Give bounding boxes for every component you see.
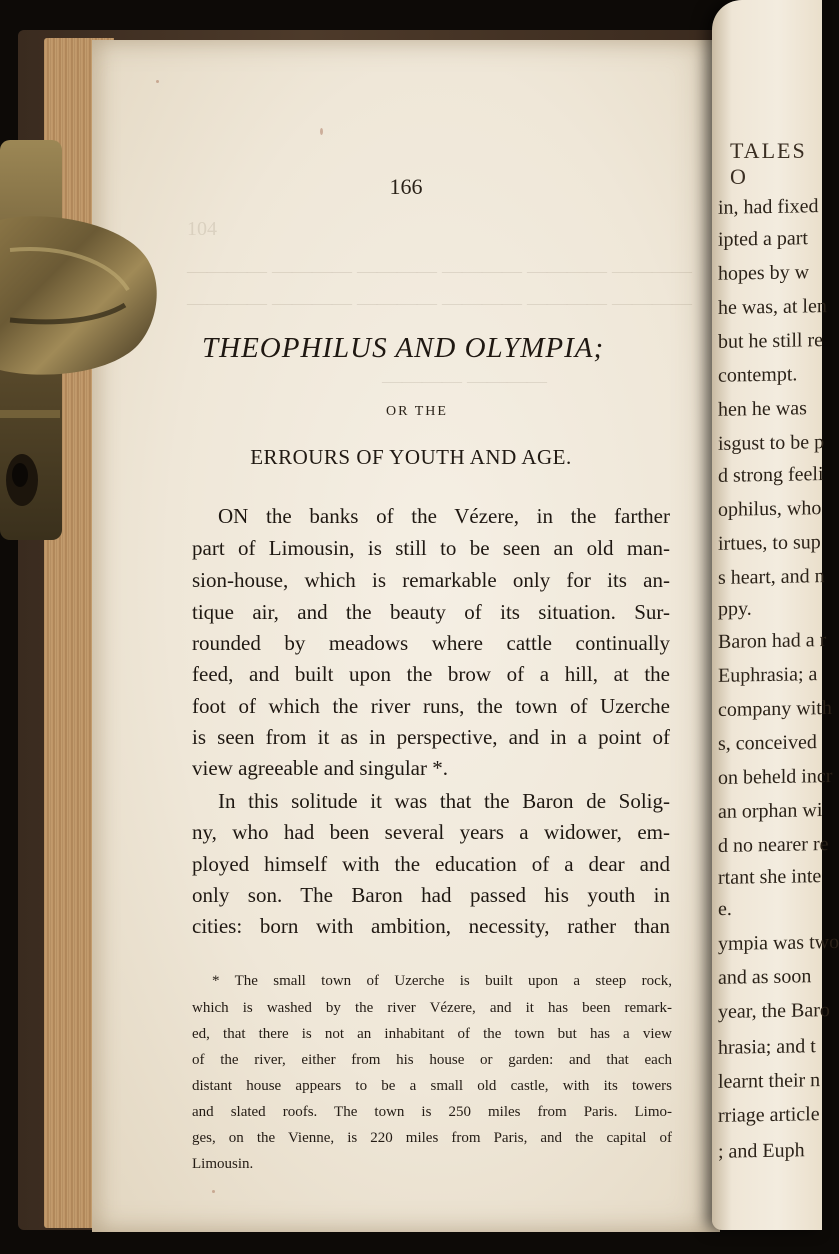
foxing-spot xyxy=(156,80,159,83)
footnote-line: of the river, either from his house or garden: and that each xyxy=(192,1052,672,1068)
body-line: part of Limousin, is still to be seen an old man- xyxy=(192,536,670,560)
foxing-spot xyxy=(320,128,323,135)
facing-page-line: isgust to be p xyxy=(718,431,825,455)
footnote-line: ed, that there is not an inhabitant of the town but has a view xyxy=(192,1026,672,1042)
facing-page-line: in, had fixed xyxy=(718,195,819,219)
brass-clasp-icon xyxy=(0,130,160,550)
body-line: tique air, and the beauty of its situation. Sur- xyxy=(192,600,670,624)
footnote-line: ges, on the Vienne, is 220 miles from Paris, and the capital of xyxy=(192,1130,672,1146)
foxing-spot xyxy=(212,1190,215,1193)
facing-page-line: he was, at len xyxy=(718,295,827,319)
body-line: cities: born with ambition, necessity, rather than xyxy=(192,914,670,938)
facing-page-line: Baron had a r xyxy=(718,629,827,653)
facing-page-line: e. xyxy=(718,897,732,921)
bleed-through-text: 104 xyxy=(187,218,422,240)
facing-page-line: company with xyxy=(718,697,832,721)
body-line: foot of which the river runs, the town of Uzerche xyxy=(192,694,670,718)
bleed-through-text: ———— ———— ———— ———— ———— ———— xyxy=(187,292,692,314)
facing-page-line: ophilus, who xyxy=(718,497,822,521)
facing-page-line: d no nearer re xyxy=(718,833,829,857)
facing-page-line: hopes by w xyxy=(718,261,810,285)
facing-page-line: hen he was xyxy=(718,397,807,421)
chapter-subtitle: ERROURS OF YOUTH AND AGE. xyxy=(250,445,572,469)
body-line: sion-house, which is remarkable only for its an- xyxy=(192,568,670,592)
facing-page-line: s heart, and n xyxy=(718,565,825,589)
facing-page-line: ipted a part xyxy=(718,227,808,251)
book-page xyxy=(92,40,720,1232)
footnote-line: Limousin. xyxy=(192,1156,254,1172)
facing-page-line: contempt. xyxy=(718,363,798,387)
facing-page-line: ppy. xyxy=(718,597,752,621)
title-connector: OR THE xyxy=(386,404,448,419)
body-line: In this solitude it was that the Baron de Solig- xyxy=(218,789,670,813)
facing-page-line: on beheld incr xyxy=(718,765,833,789)
bleed-through-text: ———— ———— ———— ———— ———— ———— xyxy=(187,260,692,282)
facing-page xyxy=(712,0,839,1230)
bleed-through-text: ———— ———— xyxy=(187,370,547,392)
body-line: ON the banks of the Vézere, in the farther xyxy=(218,504,670,528)
body-line: ployed himself with the education of a dear and xyxy=(192,852,670,876)
facing-page-line: and as soon xyxy=(718,965,812,989)
footnote-line: and slated roofs. The town is 250 miles from Paris. Limo- xyxy=(192,1104,672,1120)
facing-page-line: learnt their n xyxy=(718,1069,821,1093)
chapter-title: THEOPHILUS AND OLYMPIA; xyxy=(202,332,605,364)
body-line: only son. The Baron had passed his youth in xyxy=(192,883,670,907)
facing-page-line: but he still re xyxy=(718,329,823,353)
facing-page-line: irtues, to sup xyxy=(718,531,821,555)
footnote-line: * The small town of Uzerche is built upon a steep rock, xyxy=(212,973,672,989)
facing-page-line: s, conceived xyxy=(718,731,817,755)
facing-page-header: TALES O xyxy=(730,138,807,189)
facing-page-line: year, the Baro xyxy=(718,999,830,1023)
page-number: 166 xyxy=(389,174,423,199)
facing-page-line: hrasia; and t xyxy=(718,1035,816,1059)
footnote-line: which is washed by the river Vézere, and it has been remark- xyxy=(192,1000,672,1016)
facing-page-line: d strong feeli xyxy=(718,463,824,487)
facing-page-line: ympia was two xyxy=(718,930,839,956)
facing-page-line: ; and Euph xyxy=(718,1139,805,1163)
body-line: ny, who had been several years a widower, em- xyxy=(192,820,670,844)
facing-page-line: an orphan wi xyxy=(718,799,823,823)
body-line: is seen from it as in perspective, and in a point of xyxy=(192,725,670,749)
body-line: rounded by meadows where cattle continually xyxy=(192,631,670,655)
facing-page-line: rriage article xyxy=(718,1103,820,1127)
facing-page-line: Euphrasia; a xyxy=(718,663,818,687)
facing-page-line: rtant she inte xyxy=(718,865,822,889)
footnote-line: distant house appears to be a small old castle, with its towers xyxy=(192,1078,672,1094)
body-line: feed, and built upon the brow of a hill, at the xyxy=(192,662,670,686)
body-line: view agreeable and singular *. xyxy=(192,756,448,780)
